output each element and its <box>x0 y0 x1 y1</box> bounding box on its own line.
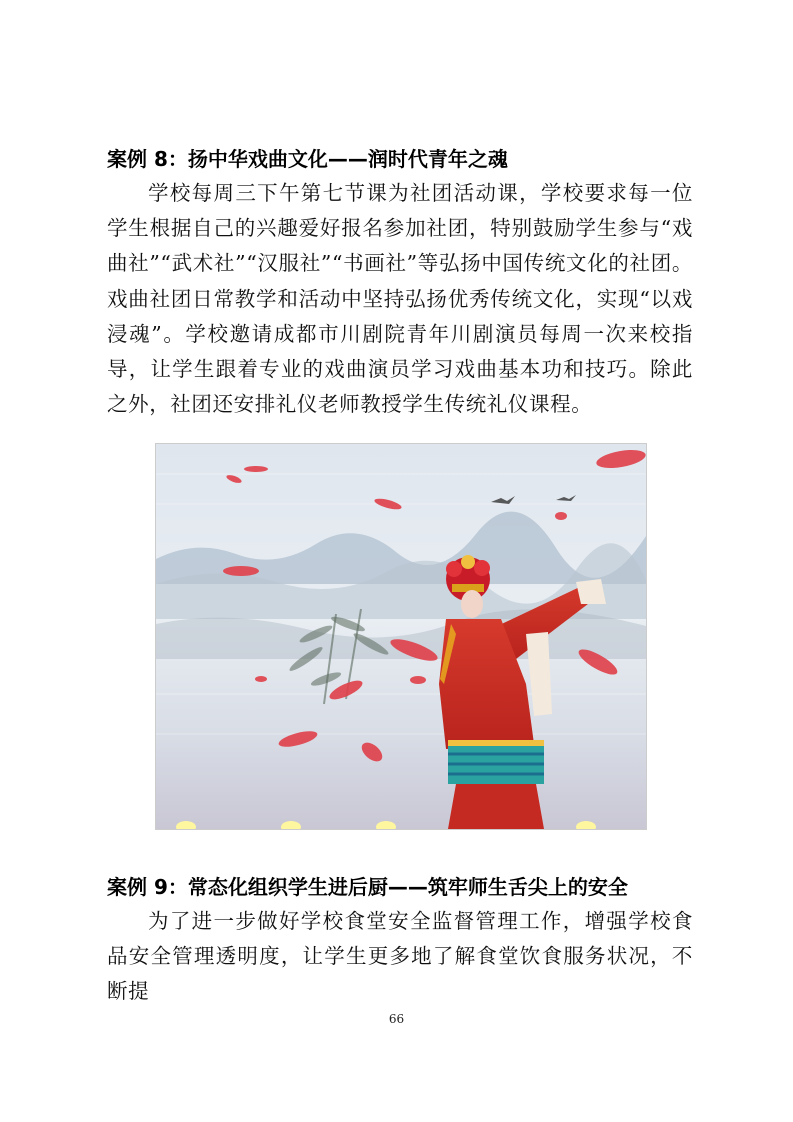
case8-body-text: 学校每周三下午第七节课为社团活动课，学校要求每一位学生根据自己的兴趣爱好报名参加社团，特别鼓励学生参与“戏曲社”“武术社”“汉服社”“书画社”等弘扬中国传统文化的社团。戏曲社团日常教学和活动中坚持弘扬优秀传统文化，实现“以戏浸魂”。学校邀请成都市川剧院青年川剧演员每周一次来校指导，让学生跟着专业的戏曲演员学习戏曲基本功和技巧。除此之外，社团还安排礼仪老师教授学生传统礼仪课程。 <box>107 181 693 417</box>
case9-body-text: 为了进一步做好学校食堂安全监督管理工作，增强学校食品安全管理透明度，让学生更多地了解食堂饮食服务状况，不断提 <box>107 909 693 1004</box>
page-number: 66 <box>388 1012 405 1026</box>
case9-paragraph <box>107 904 693 1010</box>
case8-paragraph <box>107 176 693 422</box>
case9-heading: 案例 9：常态化组织学生进后厨——筑牢师生舌尖上的安全 <box>107 875 628 899</box>
case8-heading: 案例 8：扬中华戏曲文化——润时代青年之魂 <box>107 147 508 171</box>
opera-performance-photo <box>155 443 647 830</box>
